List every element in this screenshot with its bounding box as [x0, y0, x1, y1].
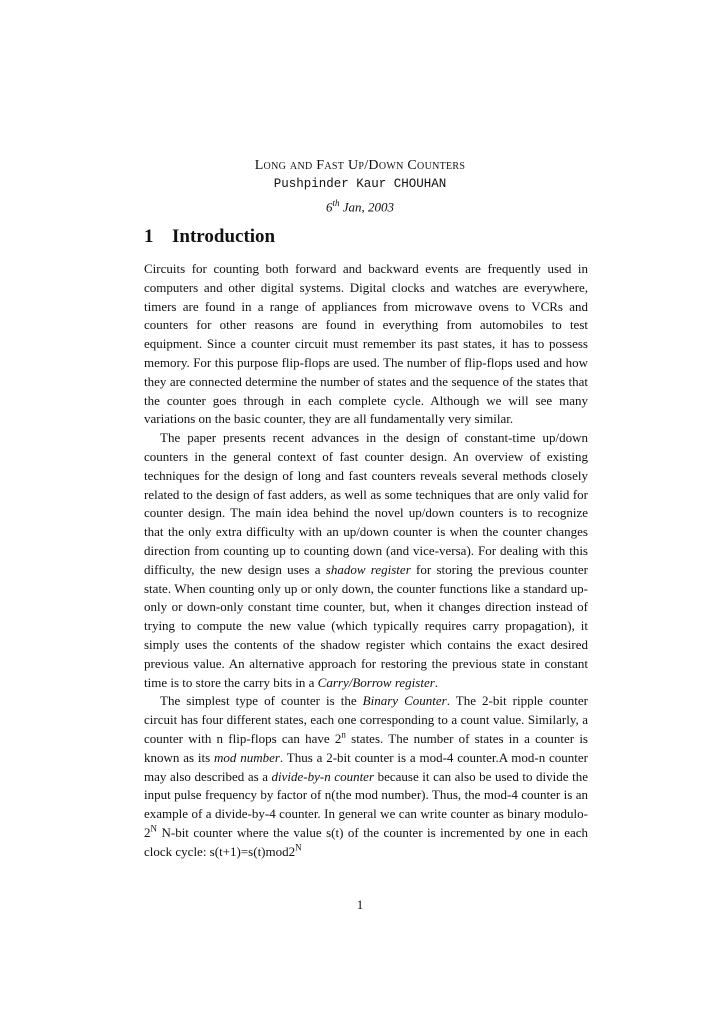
p3-text-c: states. The number of states in a counter is known as its [144, 730, 588, 765]
p2-text-c: . [434, 674, 439, 690]
p2-text-b: for storing the previous counter state. When counting only up or only down, the counter functions like a standard up-only or down-only constant time counter, but, when it changes direction instead of trying to compute the new value (which typically requires carry propagation), it simply uses the contents of the shadow register which contains the exact desired previous value. An alternative approach for restoring the previous state in constant time is to store the carry bits in a [144, 561, 589, 690]
p3-text-b: . The 2-bit ripple counter circuit has four different states, each one corresponding to a count value. Similarly, a counter with n flip-flops can have 2 [144, 693, 588, 746]
author-name: Pushpinder Kaur CHOUHAN [273, 177, 447, 191]
paper-date [0, 194, 720, 216]
p3-text-e: because it can also be used to divide the input pulse frequency by factor of n(the mod number). Thus, the mod-4 counter is an example of a divide-by-4 counter. In general we can write counter as binary modulo-2 [144, 768, 588, 840]
date-rest: Jan, 2003 [339, 199, 395, 215]
title-block [0, 156, 720, 216]
p3-emphasis-mod-number: mod number [213, 749, 280, 765]
section-number: 1 [144, 226, 154, 247]
paragraph-3 [144, 692, 588, 861]
p2-emphasis-carry-borrow: Carry/Borrow register [317, 674, 435, 690]
date-suffix: th [332, 198, 340, 208]
p3-text-f: N-bit counter where the value s(t) of the counter is incremented by one in each clock cycle: s(t+1)=s(t)mod2 [144, 824, 588, 859]
p3-superscript-n: n [341, 729, 346, 740]
p3-emphasis-divide-by-n: divide-by-n counter [271, 768, 375, 784]
p3-superscript-N-1: N [150, 823, 157, 834]
section-title: Introduction [172, 226, 276, 247]
p3-superscript-N-2: N [295, 842, 302, 853]
date-day: 6 [325, 199, 333, 215]
page-number: 1 [356, 897, 364, 912]
body-text [144, 260, 588, 862]
p3-emphasis-binary-counter: Binary Counter [362, 693, 447, 709]
p3-text-d: . Thus a 2-bit counter is a mod-4 counter.A mod-n counter may also described as a [144, 749, 588, 784]
paper-title: Long and Fast Up/Down Counters [254, 158, 466, 173]
paragraph-1: Circuits for counting both forward and backward events are frequently used in computers and other digital systems. Digital clocks and watches are everywhere, timers are found in a range of appliances from microwave ovens to VCRs and counters for other reasons are found in everything from automobiles to test equipment. Since a counter circuit must remember its past states, it has to possess memory. For this purpose flip-flops are used. The number of flip-flops used and how they are connected determine the number of states and the sequence of the states that the counter goes through in each complete cycle. Although we will see many variations on the basic counter, they are all fundamentally very similar. [144, 261, 588, 427]
p2-emphasis-shadow-register: shadow register [325, 561, 411, 577]
p2-text-a: The paper presents recent advances in the design of constant-time up/down counters in the general context of fast counter design. An overview of existing techniques for the design of long and fast counters reveals several methods closely related to the design of fast adders, as well as some techniques that are only valid for counter design. The main idea behind the novel up/down counters is to recognize that the only extra difficulty with an up/down counter is when the counter changes direction from counting up to counting down (and vice-versa). For dealing with this difficulty, the new design uses a [144, 430, 588, 577]
section-heading [144, 226, 275, 248]
p3-text-a: The simplest type of counter is the [160, 693, 363, 709]
paragraph-2 [144, 429, 588, 692]
